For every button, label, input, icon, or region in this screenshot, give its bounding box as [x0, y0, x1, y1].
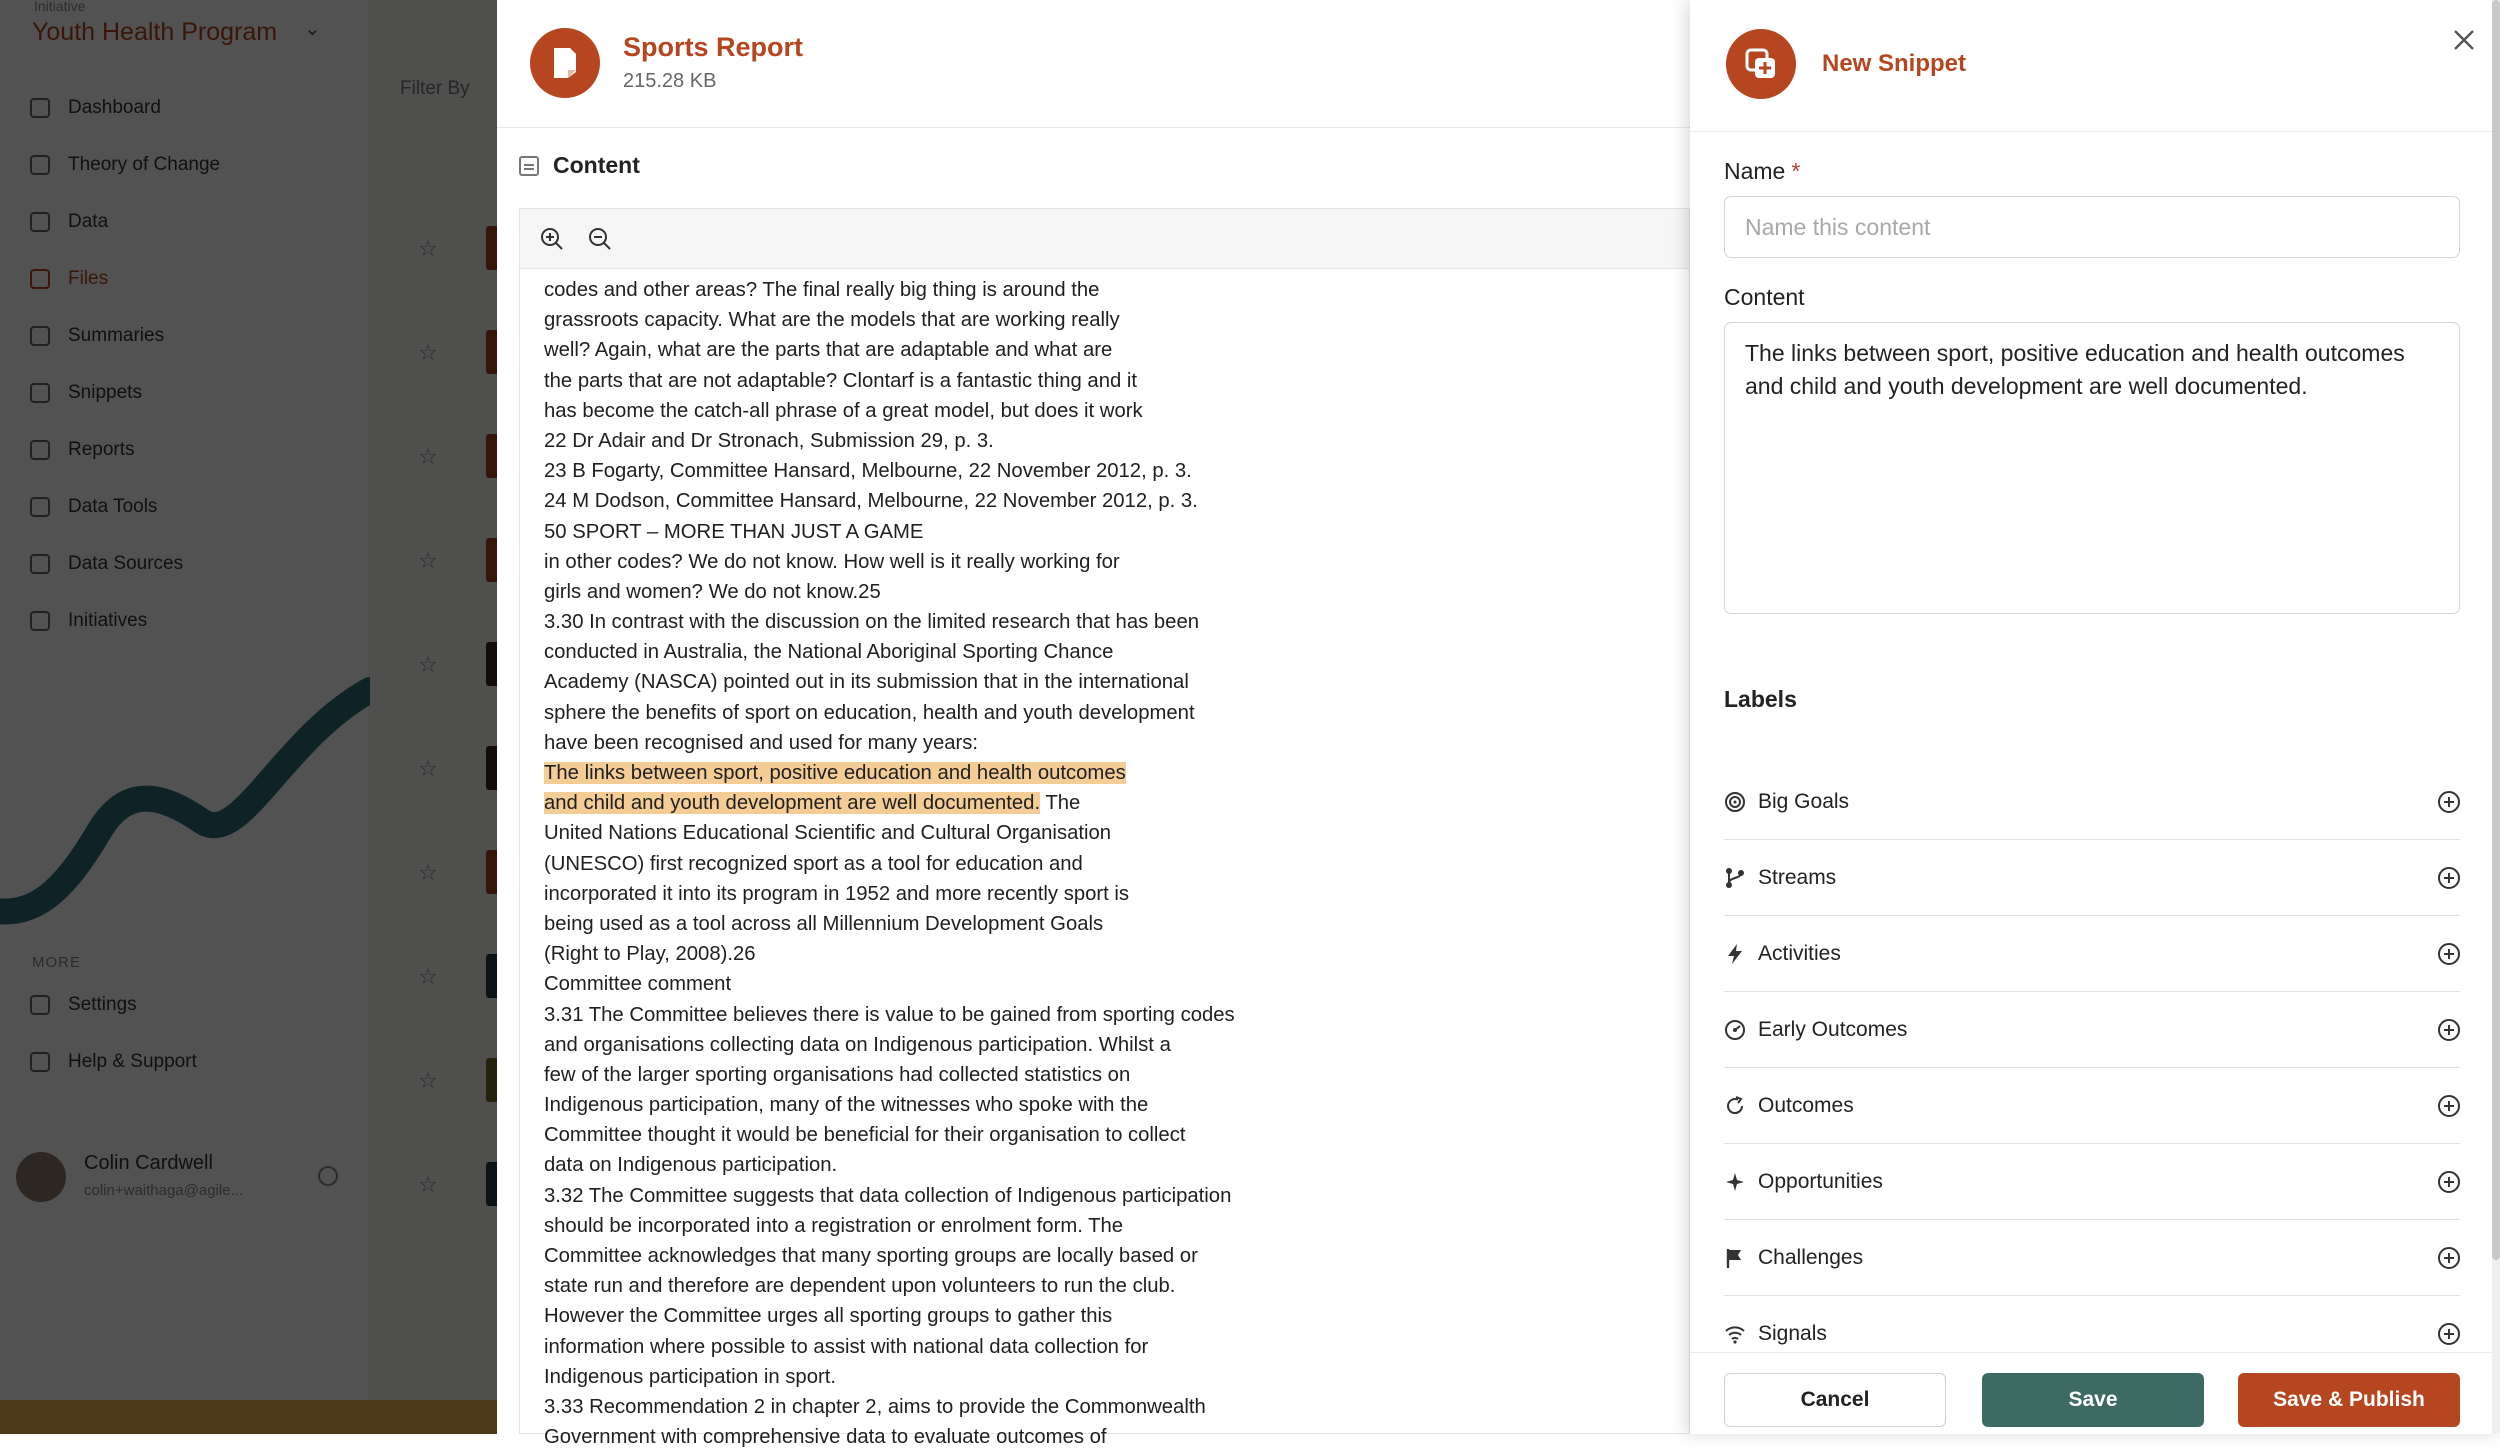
- pdf-text-line: [544, 607, 1644, 637]
- pdf-toolbar: [520, 209, 1689, 269]
- pdf-text-content[interactable]: [544, 275, 1644, 1452]
- highlighted-text: The links between sport, positive education and health outcomes: [544, 762, 1126, 784]
- pdf-viewer[interactable]: [519, 208, 1690, 1449]
- labels-section-title: Labels: [1724, 686, 1797, 712]
- label-row-outcomes[interactable]: [1724, 1068, 2460, 1144]
- label-row-challenges[interactable]: [1724, 1220, 2460, 1296]
- pdf-text-span: being used as a tool across all Millennium Development Goals: [544, 912, 1104, 935]
- pdf-text-line: [544, 1090, 1644, 1120]
- pdf-text-span: in other codes? We do not know. How well is it really working for: [544, 550, 1120, 573]
- pdf-text-span: state run and therefore are dependent upon volunteers to run the club.: [544, 1275, 1176, 1298]
- pdf-text-span: 50 SPORT – MORE THAN JUST A GAME: [544, 520, 924, 543]
- pdf-text-line: [544, 1422, 1644, 1452]
- pdf-text-line: [544, 335, 1644, 365]
- pdf-text-line: [544, 788, 1644, 818]
- pdf-text-line: [544, 637, 1644, 667]
- branch-icon: [1724, 867, 1746, 889]
- name-label-text: Name: [1724, 158, 1786, 184]
- pdf-text-line: [544, 1392, 1644, 1422]
- pdf-text-span: information where possible to assist with national data collection for: [544, 1335, 1149, 1358]
- content-field-label: Content: [1724, 284, 1805, 310]
- scrollbar-thumb[interactable]: [2492, 0, 2500, 1260]
- pdf-text-line: [544, 1000, 1644, 1030]
- cancel-button[interactable]: Cancel: [1724, 1373, 1946, 1427]
- document-text-icon: [519, 156, 539, 176]
- target-icon: [1724, 791, 1746, 813]
- label-row-streams[interactable]: [1724, 840, 2460, 916]
- pdf-text-line: [544, 1150, 1644, 1180]
- pdf-text-span: girls and women? We do not know.25: [544, 580, 881, 603]
- pdf-text-span: 24 M Dodson, Committee Hansard, Melbourne, 22 November 2012, p. 3.: [544, 490, 1198, 513]
- label-row-early-outcomes[interactable]: [1724, 992, 2460, 1068]
- flag-icon: [1724, 1247, 1746, 1269]
- pdf-text-span: 3.33 Recommendation 2 in chapter 2, aims to provide the Commonwealth: [544, 1395, 1206, 1418]
- label-name: Big Goals: [1758, 789, 1850, 813]
- pdf-text-line: [544, 849, 1644, 879]
- pdf-text-line: [544, 1181, 1644, 1211]
- pdf-text-line: [544, 818, 1644, 848]
- pdf-text-span: Committee acknowledges that many sporting groups are locally based or: [544, 1245, 1198, 1267]
- pdf-text-span: Indigenous participation, many of the witnesses who spoke with the: [544, 1094, 1149, 1117]
- pdf-text-span: incorporated it into its program in 1952 and more recently sport is: [544, 882, 1130, 905]
- add-circle-icon[interactable]: [2438, 1095, 2460, 1117]
- pdf-text-span: few of the larger sporting organisations had collected statistics on: [544, 1063, 1131, 1086]
- label-name: Opportunities: [1758, 1169, 1883, 1193]
- add-circle-icon[interactable]: [2438, 1171, 2460, 1193]
- save-button[interactable]: Save: [1982, 1373, 2204, 1427]
- pdf-text-line: [544, 909, 1644, 939]
- pdf-text-line: [544, 1211, 1644, 1241]
- sparkle-icon: [1724, 1171, 1746, 1193]
- zoom-in-icon[interactable]: [536, 223, 568, 255]
- pdf-text-line: [544, 1301, 1644, 1331]
- label-row-big-goals[interactable]: [1724, 764, 2460, 840]
- pdf-text-span: has become the catch-all phrase of a great model, but does it work: [544, 399, 1143, 422]
- label-name: Outcomes: [1758, 1093, 1854, 1117]
- pdf-text-span: conducted in Australia, the National Aboriginal Sporting Chance: [544, 641, 1114, 664]
- label-name: Activities: [1758, 941, 1841, 965]
- pdf-text-line: [544, 758, 1644, 788]
- pdf-text-span: grassroots capacity. What are the models that are working really: [544, 309, 1120, 332]
- pdf-text-span: Academy (NASCA) pointed out in its submission that in the international: [544, 671, 1189, 694]
- pdf-text-line: [544, 1362, 1644, 1392]
- pdf-text-span: Committee thought it would be beneficial for their organisation to collect: [544, 1124, 1186, 1147]
- label-name: Signals: [1758, 1321, 1827, 1345]
- pdf-text-span: have been recognised and used for many years:: [544, 731, 979, 754]
- pdf-text-span: should be incorporated into a registration or enrolment form. The: [544, 1214, 1124, 1237]
- label-name: Challenges: [1758, 1245, 1864, 1269]
- pdf-text-line: [544, 879, 1644, 909]
- add-circle-icon[interactable]: [2438, 1019, 2460, 1041]
- panel-footer: [1690, 1352, 2500, 1434]
- pdf-text-span: (Right to Play, 2008).26: [544, 943, 756, 966]
- add-circle-icon[interactable]: [2438, 943, 2460, 965]
- wifi-icon: [1724, 1323, 1746, 1345]
- snippet-name-input[interactable]: [1724, 196, 2460, 258]
- pdf-text-line: [544, 577, 1644, 607]
- pdf-text-span: Government with comprehensive data to evaluate outcomes of: [544, 1426, 1107, 1449]
- panel-header: [1690, 0, 2500, 132]
- new-snippet-panel: [1690, 0, 2500, 1434]
- panel-scrollbar[interactable]: [2492, 0, 2500, 1434]
- document-size: 215.28 KB: [623, 70, 717, 92]
- document-title: Sports Report: [623, 32, 804, 62]
- pdf-text-span: Indigenous participation in sport.: [544, 1365, 837, 1388]
- snippet-add-icon: [1726, 29, 1796, 99]
- pdf-text-span: data on Indigenous participation.: [544, 1154, 838, 1177]
- pdf-text-line: [544, 305, 1644, 335]
- add-circle-icon[interactable]: [2438, 1247, 2460, 1269]
- pdf-text-line: [544, 517, 1644, 547]
- panel-title: New Snippet: [1822, 50, 1967, 77]
- refresh-icon: [1724, 1095, 1746, 1117]
- pdf-text-line: [544, 667, 1644, 697]
- document-viewer: [497, 0, 1690, 1449]
- pdf-text-span: 3.32 The Committee suggests that data collection of Indigenous participation: [544, 1184, 1232, 1207]
- pdf-text-line: [544, 1271, 1644, 1301]
- pdf-text-line: [544, 456, 1644, 486]
- label-name: Streams: [1758, 865, 1837, 889]
- pdf-text-span: codes and other areas? The final really big thing is around the: [544, 279, 1100, 301]
- pdf-text-line: [544, 728, 1644, 758]
- pdf-text-span: 23 B Fogarty, Committee Hansard, Melbourne, 22 November 2012, p. 3.: [544, 460, 1192, 483]
- lightning-icon: [1724, 943, 1746, 965]
- pdf-text-line: [544, 1120, 1644, 1150]
- label-name: Early Outcomes: [1758, 1017, 1908, 1041]
- snippet-content-textarea[interactable]: [1724, 322, 2460, 614]
- pdf-text-span: 3.30 In contrast with the discussion on the limited research that has been: [544, 611, 1200, 634]
- pdf-text-line: [544, 1030, 1644, 1060]
- content-section-header: [519, 152, 640, 179]
- add-circle-icon[interactable]: [2438, 791, 2460, 813]
- viewer-header: [497, 0, 1690, 128]
- pdf-text-span: 22 Dr Adair and Dr Stronach, Submission 29, p. 3.: [544, 429, 994, 452]
- zoom-out-icon[interactable]: [584, 223, 616, 255]
- pdf-text-span: 3.31 The Committee believes there is value to be gained from sporting codes: [544, 1003, 1235, 1026]
- pdf-text-line: [544, 1060, 1644, 1090]
- add-circle-icon[interactable]: [2438, 1323, 2460, 1345]
- pdf-text-line: [544, 396, 1644, 426]
- pdf-text-span: sphere the benefits of sport on education, health and youth development: [544, 701, 1195, 724]
- pdf-text-span: the parts that are not adaptable? Clontarf is a fantastic thing and it: [544, 369, 1138, 392]
- pdf-text-span: United Nations Educational Scientific and Cultural Organisation: [544, 822, 1112, 845]
- pdf-text-span: (UNESCO) first recognized sport as a tool for education and: [544, 852, 1083, 875]
- pdf-text-line: [544, 547, 1644, 577]
- pdf-text-span: Committee comment: [544, 973, 732, 996]
- pdf-text-line: [544, 698, 1644, 728]
- pdf-text-line: [544, 275, 1644, 305]
- pdf-text-span: The: [1040, 792, 1081, 815]
- pdf-text-line: [544, 1332, 1644, 1362]
- gauge-icon: [1724, 1019, 1746, 1041]
- pdf-text-line: [544, 486, 1644, 516]
- pdf-text-line: [544, 426, 1644, 456]
- close-icon[interactable]: [2446, 22, 2482, 58]
- content-section-label: Content: [553, 152, 640, 178]
- label-row-opportunities[interactable]: [1724, 1144, 2460, 1220]
- pdf-text-line: [544, 366, 1644, 396]
- name-field-label: [1724, 158, 1800, 185]
- required-indicator: *: [1791, 158, 1801, 184]
- label-row-activities[interactable]: [1724, 916, 2460, 992]
- pdf-text-span: well? Again, what are the parts that are adaptable and what are: [544, 339, 1113, 362]
- pdf-text-line: [544, 1241, 1644, 1271]
- pdf-text-span: However the Committee urges all sporting groups to gather this: [544, 1305, 1113, 1328]
- pdf-text-line: [544, 969, 1644, 999]
- pdf-text-span: and organisations collecting data on Indigenous participation. Whilst a: [544, 1033, 1171, 1056]
- save-and-publish-button[interactable]: Save & Publish: [2238, 1373, 2460, 1427]
- highlighted-text: and child and youth development are well documented.: [544, 792, 1041, 815]
- add-circle-icon[interactable]: [2438, 867, 2460, 889]
- pdf-text-line: [544, 939, 1644, 969]
- file-icon: [530, 28, 600, 98]
